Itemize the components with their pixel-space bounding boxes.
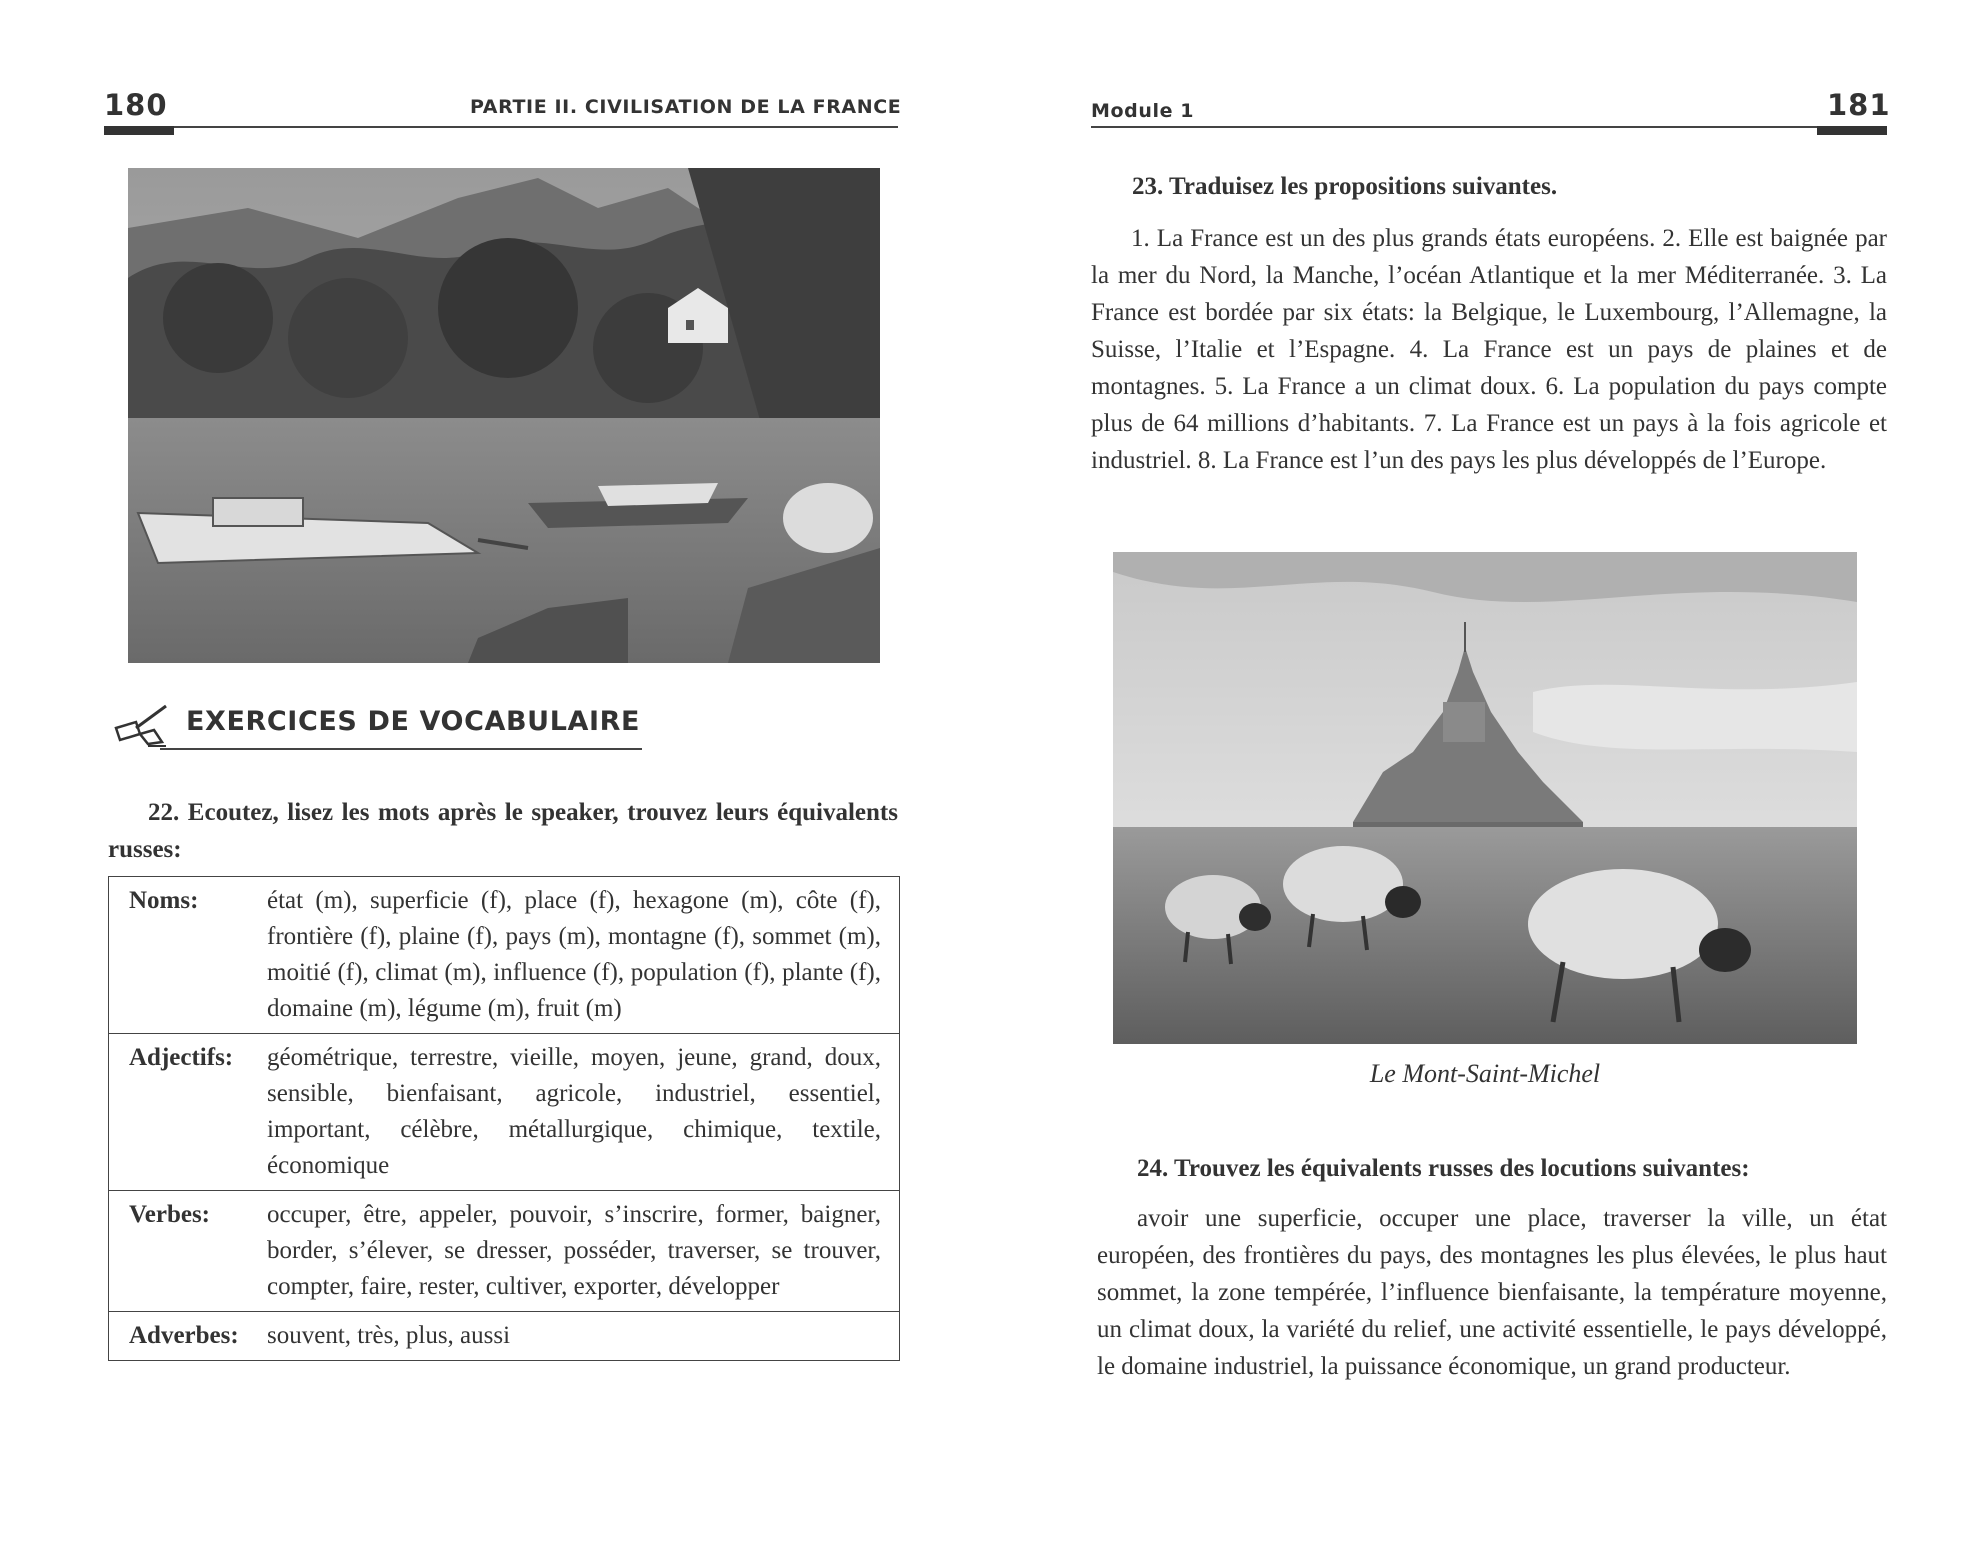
row-words: souvent, très, plus, aussi (263, 1312, 900, 1361)
header-rule-tab (104, 126, 174, 135)
exercise-22-heading: 22. Ecoutez, lisez les mots après le speaker, trouvez leurs équivalents russes: (108, 799, 898, 863)
table-row (109, 877, 900, 1034)
row-label: Noms: (109, 877, 264, 1034)
page-number: 180 (104, 88, 168, 122)
table-row (109, 1312, 900, 1361)
section-underline (160, 748, 642, 750)
row-words: géométrique, terrestre, vieille, moyen, jeune, grand, doux, sensible, bienfaisant, agricole, industriel, essentiel, important, célèbre, métallurgique, chimique, textile, économique (263, 1034, 900, 1191)
table-row (109, 1191, 900, 1312)
row-words: occuper, être, appeler, pouvoir, s’inscrire, former, baigner, border, s’élever, se dresser, posséder, traverser, se trouver, compter, faire, rester, cultiver, exporter, développer (263, 1191, 900, 1312)
row-label: Verbes: (109, 1191, 264, 1312)
exercise-23-text: 1. La France est un des plus grands états européens. 2. Elle est baignée par la mer du Nord, la Manche, l’océan Atlantique et la mer Méditerranée. 3. La France est bordée par six états: la Belgique, le Luxembourg, l’Allemagne, la Suisse, l’Italie et l’Espagne. 4. La France est un pays de plaines et de montagnes. 5. La France a un climat doux. 6. La population du pays compte plus de 64 millions d’habitants. 7. La France est un pays à la fois agricole et industriel. 8. La France est l’un des pays les plus développés de l’Europe. (1091, 225, 1887, 474)
vocabulary-table (108, 876, 900, 1361)
header-rule (1091, 126, 1887, 128)
row-words: état (m), superficie (f), place (f), hexagone (m), côte (f), frontière (f), plaine (f), pays (m), montagne (f), sommet (m), moitié (f), climat (m), influence (f), population (f), plante (f), domaine (m), légume (m), fruit (m) (263, 877, 900, 1034)
exercise-23-heading: 23. Traduisez les propositions suivantes. (1132, 173, 1558, 200)
header-rule-tab (1817, 126, 1887, 135)
row-label: Adverbes: (109, 1312, 264, 1361)
photo-caption: Le Mont-Saint-Michel (1369, 1059, 1601, 1088)
exercise-24-heading: 24. Trouvez les équivalents russes des locutions suivantes: (1137, 1155, 1750, 1182)
right-page (987, 0, 1974, 1552)
header-rule (104, 126, 898, 128)
lake-boats-photo (128, 168, 880, 663)
writing-hand-icon (112, 700, 162, 752)
row-label: Adjectifs: (109, 1034, 264, 1191)
exercise-24-text: avoir une superficie, occuper une place, traverser la ville, un état européen, des frontières du pays, des montagnes les plus élevées, le plus haut sommet, la zone tempérée, l’influence bienfaisante, la température moyenne, un climat doux, la variété du relief, une activité essentielle, le pays développé, le domaine industriel, la puissance économique, un grand producteur. (1097, 1205, 1887, 1380)
running-header: PARTIE II. CIVILISATION DE LA FRANCE (470, 96, 902, 118)
section-title: EXERCICES DE VOCABULAIRE (186, 706, 641, 737)
table-row (109, 1034, 900, 1191)
page-number: 181 (1827, 88, 1891, 122)
running-header: Module 1 (1091, 100, 1195, 122)
mont-saint-michel-photo (1113, 552, 1857, 1044)
